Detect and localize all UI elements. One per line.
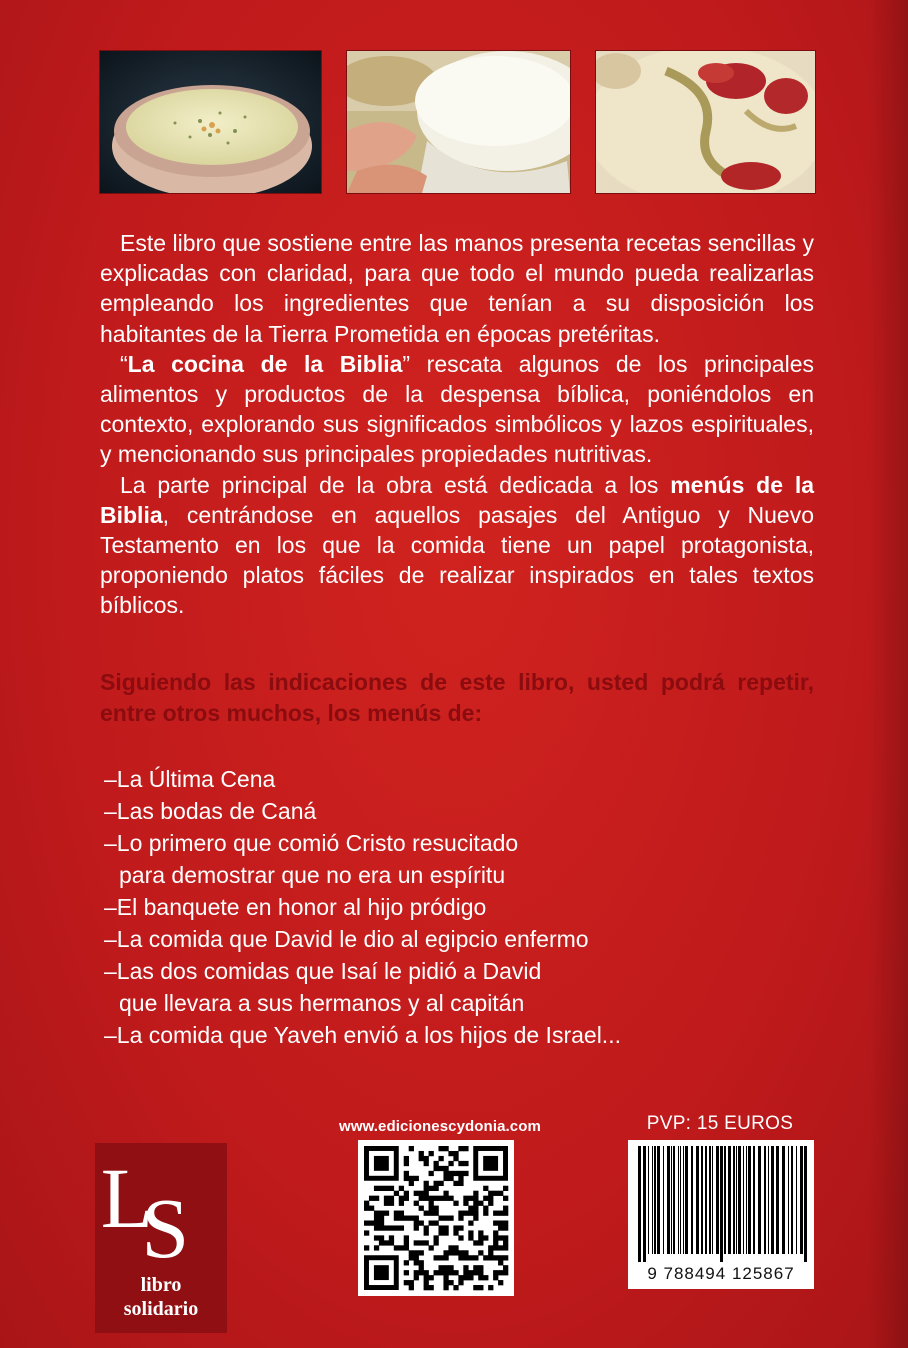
list-item-continuation: que llevara a sus hermanos y al capitán — [119, 990, 525, 1016]
paragraph-intro: Este libro que sostiene entre las manos presenta recetas sencillas y explicadas con claridad, para que todo el mundo pueda realizarlas empleando los ingredientes que tenían a su disposición los habitantes de la Tierra Prometida en épocas pretéritas. — [100, 230, 814, 347]
book-title-inline: La cocina de la Biblia — [127, 350, 403, 377]
libro-solidario-logo — [95, 1143, 227, 1333]
soup-bowl-photo — [99, 50, 322, 194]
isbn-barcode — [628, 1140, 814, 1289]
paragraph-menus — [100, 470, 814, 621]
description-text — [100, 228, 814, 621]
list-item: –La comida que Yaveh envió a los hijos de Israel... — [104, 1022, 621, 1048]
hummus-photo — [595, 50, 816, 194]
price-label: PVP: 15 EUROS — [646, 1113, 794, 1134]
menu-list — [104, 763, 814, 1051]
logo-caption-line1: libro — [140, 1274, 182, 1296]
list-item: –Lo primero que comió Cristo resucitado — [104, 830, 519, 856]
list-item: –Las dos comidas que Isaí le pidió a David — [104, 958, 542, 984]
quote-open: “ — [120, 350, 128, 377]
logo-letter-s: S — [141, 1180, 190, 1276]
edge-shadow — [868, 0, 908, 1348]
menus-bold: menús de la Biblia — [100, 471, 814, 528]
ls-monogram — [95, 1150, 227, 1276]
paragraph-despensa — [100, 349, 814, 470]
logo-letter-l: L — [100, 1150, 154, 1246]
logo-caption-line2: solidario — [123, 1298, 199, 1320]
paragraph-despensa-rest: ” rescata algunos de los principales alimentos y productos de la despensa bíblica, poniéndolos en contexto, explorando sus significados simbólicos y lazos espirituales, y mencionando sus principales propiedades nutritivas. — [100, 350, 814, 468]
list-item: –La comida que David le dio al egipcio enfermo — [104, 926, 589, 952]
list-item-continuation: para demostrar que no era un espíritu — [119, 862, 506, 888]
list-item: –Las bodas de Caná — [104, 798, 317, 824]
paragraph-menus-rest: , centrándose en aquellos pasajes del Antiguo y Nuevo Testamento en los que la comida tiene un papel protagonista, proponiendo platos fáciles de realizar inspirados en tales textos bíblicos. — [100, 501, 814, 619]
paragraph-menus-start: La parte principal de la obra está dedicada a los — [120, 471, 671, 498]
publisher-website: www.edicionescydonia.com — [339, 1118, 541, 1135]
invite-heading: Siguiendo las indicaciones de este libro, usted podrá repetir, entre otros muchos, los menús de: — [100, 669, 814, 726]
list-item: –El banquete en honor al hijo pródigo — [104, 894, 487, 920]
list-item: –La Última Cena — [104, 766, 276, 792]
cheese-photo — [346, 50, 571, 194]
isbn-number: 9 788494 125867 — [647, 1264, 795, 1283]
logo-caption — [95, 1273, 227, 1321]
qr-code-icon — [358, 1140, 514, 1296]
